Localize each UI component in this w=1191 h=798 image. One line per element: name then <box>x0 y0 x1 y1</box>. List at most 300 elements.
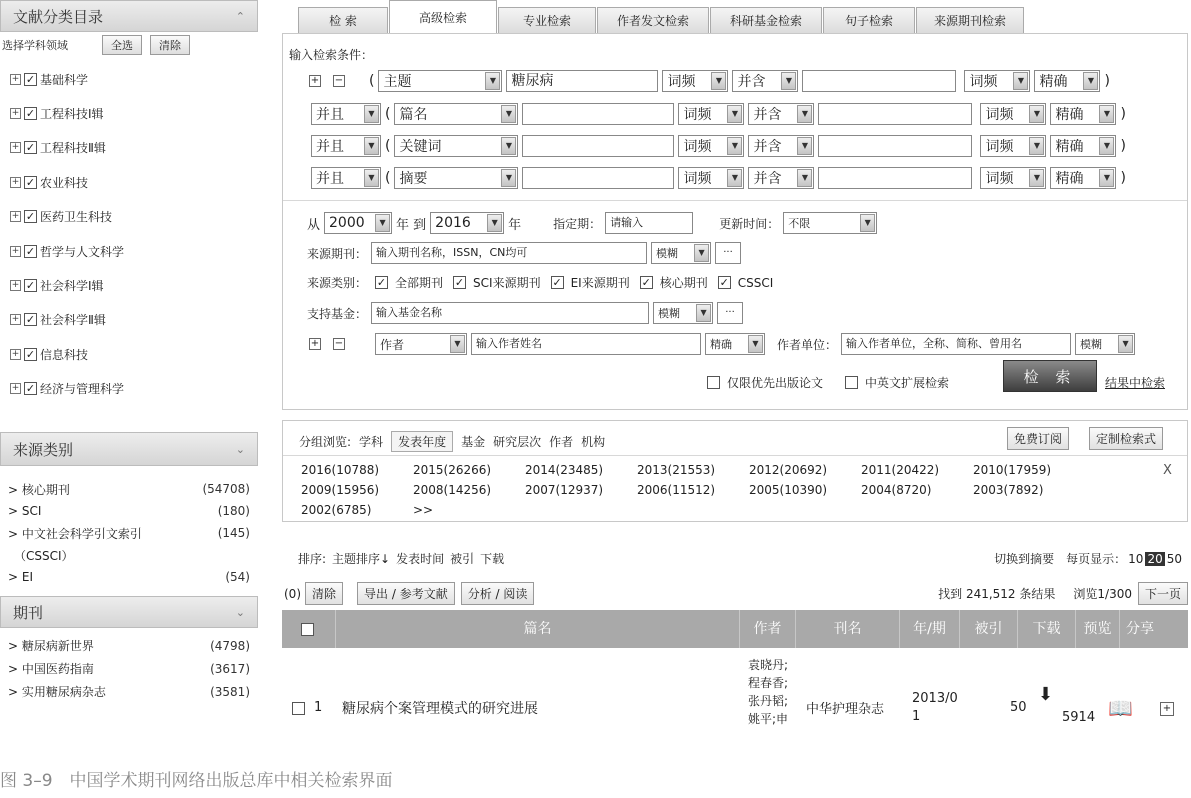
op-value: 并含 <box>753 107 782 123</box>
checkbox[interactable]: ✓ <box>25 107 36 121</box>
year-item[interactable]: 2012(20692) <box>749 463 828 477</box>
year-item[interactable]: 2008(14256) <box>413 483 492 497</box>
table-row[interactable] <box>282 650 1188 750</box>
group-org[interactable]: 机构 <box>581 435 606 449</box>
group-fund[interactable]: 基金 <box>461 435 486 449</box>
journal-item[interactable] <box>0 634 258 657</box>
dropdown-arrow-icon[interactable]: ▼ <box>696 304 711 322</box>
switch-abstract-link[interactable]: 切换到摘要 <box>994 552 1055 566</box>
subject-item[interactable] <box>0 372 258 406</box>
catalog-title: 文献分类目录 <box>13 7 104 26</box>
tab-advanced-search[interactable]: 高级检索 <box>389 0 497 33</box>
checkbox[interactable]: ✓ <box>25 279 36 293</box>
year-item[interactable]: 2013(21553) <box>637 463 716 477</box>
source-label: > 核心期刊 <box>8 482 70 497</box>
journal-label: > 中国医药指南 <box>8 662 94 676</box>
per-page-50[interactable]: 50 <box>1166 551 1182 566</box>
keyword-input[interactable]: 糖尿病 <box>506 70 658 92</box>
dropdown-arrow-icon[interactable]: ▼ <box>450 335 465 353</box>
paren-open: ( <box>369 73 375 89</box>
paren-close: ) <box>1120 106 1126 122</box>
dropdown-arrow-icon[interactable]: ▼ <box>485 72 500 90</box>
analyze-button[interactable]: 分析 / 阅读 <box>461 582 535 605</box>
freq2-select[interactable] <box>980 135 1046 157</box>
match-select[interactable] <box>1050 135 1116 157</box>
search-button[interactable]: 检 索 <box>1003 360 1097 392</box>
fund-match-select[interactable] <box>653 302 713 324</box>
results-table-header <box>282 610 1188 648</box>
logic-select[interactable] <box>311 167 381 189</box>
dropdown-arrow-icon[interactable]: ▼ <box>364 137 379 155</box>
specified-input[interactable]: 请输入 <box>605 212 693 234</box>
group-subject[interactable]: 学科 <box>359 435 384 449</box>
share-plus-icon[interactable]: + <box>1160 702 1174 716</box>
journal-count: (4798) <box>210 638 250 653</box>
dropdown-arrow-icon[interactable]: ▼ <box>711 72 726 90</box>
field-select[interactable] <box>394 103 518 125</box>
op-select[interactable] <box>748 135 814 157</box>
dropdown-arrow-icon[interactable]: ▼ <box>1029 169 1044 187</box>
more-button[interactable]: ··· <box>715 242 741 264</box>
subject-list <box>0 62 258 406</box>
logic-value: 并且 <box>316 107 344 123</box>
dropdown-arrow-icon[interactable]: ▼ <box>1029 137 1044 155</box>
col-share: 分享 <box>1126 621 1154 637</box>
match-value: 模糊 <box>656 247 679 260</box>
select-all-button[interactable]: 全选 <box>102 35 142 55</box>
freq2-select[interactable] <box>964 70 1030 92</box>
group-level[interactable]: 研究层次 <box>493 435 542 449</box>
source-count: (54708) <box>202 482 250 496</box>
sort-date[interactable]: 发表时间 <box>396 552 445 566</box>
field-select[interactable] <box>394 135 518 157</box>
paren-close: ) <box>1120 138 1126 154</box>
year-item[interactable]: 2011(20422) <box>861 463 940 477</box>
journal-item[interactable] <box>0 680 258 703</box>
expand-icon[interactable]: + <box>11 211 20 222</box>
page-indicator: 浏览1/300 <box>1073 587 1132 601</box>
source-header[interactable] <box>0 432 258 466</box>
subject-item[interactable] <box>0 131 258 165</box>
subject-label: 工程科技Ⅱ辑 <box>40 141 106 156</box>
logic-select[interactable] <box>311 135 381 157</box>
issue-cell <box>912 690 958 726</box>
field-value: 主题 <box>383 74 412 90</box>
year-item[interactable]: 2004(8720) <box>861 483 932 497</box>
logic-value: 并且 <box>316 171 344 187</box>
main-area <box>282 0 1188 410</box>
remove-row-icon[interactable]: − <box>334 75 344 86</box>
dropdown-arrow-icon[interactable]: ▼ <box>1099 105 1114 123</box>
per-page-10[interactable]: 10 <box>1128 551 1144 566</box>
dropdown-arrow-icon[interactable]: ▼ <box>727 169 742 187</box>
freq-select[interactable] <box>678 167 744 189</box>
subject-item[interactable] <box>0 337 258 371</box>
dropdown-arrow-icon[interactable]: ▼ <box>501 169 516 187</box>
group-author[interactable]: 作者 <box>549 435 574 449</box>
subject-item[interactable] <box>0 96 258 130</box>
freq-select[interactable] <box>662 70 728 92</box>
dropdown-arrow-icon[interactable]: ▼ <box>1118 335 1133 353</box>
checkbox[interactable]: ✓ <box>552 276 562 289</box>
match-value: 模糊 <box>1080 338 1103 351</box>
source-item[interactable] <box>0 522 258 544</box>
dropdown-arrow-icon[interactable]: ▼ <box>501 137 516 155</box>
freq2-select[interactable] <box>980 167 1046 189</box>
subject-item[interactable] <box>0 268 258 302</box>
field-value: 篇名 <box>399 107 428 123</box>
match-select[interactable] <box>1034 70 1100 92</box>
action-bar <box>284 582 1188 605</box>
org-match-select[interactable] <box>1075 333 1135 355</box>
add-row-icon[interactable]: + <box>310 75 320 86</box>
keyword2-input[interactable] <box>818 135 972 157</box>
op-value: 并含 <box>737 74 766 90</box>
dropdown-arrow-icon[interactable]: ▼ <box>797 137 812 155</box>
dropdown-arrow-icon[interactable]: ▼ <box>1099 137 1114 155</box>
subject-item[interactable] <box>0 234 258 268</box>
checkbox[interactable]: ✓ <box>25 347 36 361</box>
row-number: 1 <box>314 700 323 715</box>
expand-icon[interactable]: + <box>11 280 20 291</box>
freq-value: 词频 <box>985 171 1014 187</box>
subject-item[interactable] <box>0 200 258 234</box>
source-count: (54) <box>225 570 250 584</box>
export-button[interactable]: 导出 / 参考文献 <box>357 582 455 605</box>
journal-count: (3617) <box>210 661 250 676</box>
journal-header[interactable] <box>0 596 258 628</box>
subject-label: 医药卫生科技 <box>40 210 113 225</box>
org-input[interactable]: 输入作者单位，全称、简称、曾用名 <box>841 333 1071 355</box>
checkbox[interactable] <box>292 702 305 715</box>
org-label: 作者单位： <box>777 337 838 352</box>
dropdown-arrow-icon[interactable]: ▼ <box>364 169 379 187</box>
keyword-input[interactable] <box>522 135 674 157</box>
dropdown-arrow-icon[interactable]: ▼ <box>1029 105 1044 123</box>
dropdown-arrow-icon[interactable]: ▼ <box>781 72 796 90</box>
dropdown-arrow-icon[interactable]: ▼ <box>860 214 875 232</box>
year-item[interactable]: 2015(26266) <box>413 463 492 477</box>
field-select[interactable] <box>378 70 502 92</box>
checkbox[interactable] <box>845 376 858 389</box>
update-value: 不限 <box>788 217 811 230</box>
freq-value: 词频 <box>683 107 712 123</box>
from-label: 从 <box>307 217 321 233</box>
source-label: > EI <box>8 570 33 584</box>
dropdown-arrow-icon[interactable]: ▼ <box>1013 72 1028 90</box>
close-icon[interactable]: X <box>1163 463 1172 478</box>
year-item[interactable]: 2010(17959) <box>973 463 1052 477</box>
logic-select[interactable] <box>311 103 381 125</box>
keyword-input[interactable] <box>522 103 674 125</box>
year-from-select[interactable] <box>324 212 392 234</box>
year-item[interactable]: 2014(23485) <box>525 463 604 477</box>
checkbox[interactable]: ✓ <box>25 313 36 327</box>
category-option: SCI来源期刊 <box>473 276 541 290</box>
catalog-header[interactable] <box>0 0 258 32</box>
subject-item[interactable] <box>0 165 258 199</box>
group-year[interactable]: 发表年度 <box>391 431 453 452</box>
op-value: 并含 <box>753 171 782 187</box>
custom-query-button[interactable]: 定制检索式 <box>1089 427 1163 450</box>
dropdown-arrow-icon[interactable]: ▼ <box>1099 169 1114 187</box>
subject-label: 哲学与人文科学 <box>40 244 125 259</box>
paren-close: ) <box>1120 170 1126 186</box>
search-in-results-link[interactable]: 结果中检索 <box>1105 376 1166 390</box>
sort-downloads[interactable]: 下载 <box>480 552 505 566</box>
keyword2-input[interactable] <box>818 167 972 189</box>
download-count: 5914 <box>1062 710 1096 725</box>
tab-search[interactable]: 检 索 <box>298 7 388 33</box>
search-form <box>282 33 1188 410</box>
year-item[interactable]: 2005(10390) <box>749 483 828 497</box>
tab-professional-search[interactable]: 专业检索 <box>498 7 596 33</box>
subject-item[interactable] <box>0 303 258 337</box>
field-select[interactable] <box>394 167 518 189</box>
article-title-link[interactable]: 糖尿病个案管理模式的研究进展 <box>342 701 538 717</box>
author-link[interactable]: 姚平;申 <box>748 712 789 726</box>
subject-label: 工程科技Ⅰ辑 <box>40 107 104 122</box>
dropdown-arrow-icon[interactable]: ▼ <box>727 105 742 123</box>
dropdown-arrow-icon[interactable]: ▼ <box>364 105 379 123</box>
journal-item[interactable] <box>0 657 258 680</box>
col-journal: 刊名 <box>796 610 900 648</box>
match-value: 模糊 <box>658 307 681 320</box>
journal-match-select[interactable] <box>651 242 711 264</box>
category-option: EI来源期刊 <box>570 276 630 290</box>
dropdown-arrow-icon[interactable]: ▼ <box>727 137 742 155</box>
author-field-value: 作者 <box>380 337 405 352</box>
expand-icon[interactable]: + <box>11 314 20 325</box>
match-value: 精确 <box>1055 139 1084 155</box>
dropdown-arrow-icon[interactable]: ▼ <box>797 169 812 187</box>
sort-relevance[interactable]: 主题排序↓ <box>332 552 391 566</box>
field-value: 关键词 <box>399 139 442 155</box>
sort-bar <box>298 550 1182 567</box>
year-item[interactable]: 2003(7892) <box>973 483 1044 497</box>
cited-count[interactable]: 50 <box>1010 700 1027 715</box>
search-tabs <box>282 0 1188 33</box>
dropdown-arrow-icon[interactable]: ▼ <box>797 105 812 123</box>
author-link[interactable]: 张丹韬; <box>748 694 789 708</box>
author-field-select[interactable] <box>375 333 467 355</box>
author-link[interactable]: 袁晓丹; <box>748 658 789 672</box>
checkbox[interactable]: ✓ <box>376 276 387 289</box>
category-option: 核心期刊 <box>659 276 708 290</box>
expand-icon[interactable]: + <box>11 176 20 187</box>
source-item[interactable] <box>0 478 258 500</box>
freq-value: 词频 <box>969 74 998 90</box>
checkbox[interactable]: ✓ <box>25 382 36 396</box>
freq-value: 词频 <box>985 139 1014 155</box>
tab-sentence-search[interactable]: 句子检索 <box>823 7 915 33</box>
subject-label: 社会科学Ⅰ辑 <box>40 279 104 294</box>
freq-select[interactable] <box>678 103 744 125</box>
extend-label: 中英文扩展检索 <box>865 376 950 390</box>
subject-select-label: 选择学科领域 <box>2 39 68 52</box>
subject-item[interactable] <box>0 62 258 96</box>
per-page-20[interactable]: 20 <box>1147 551 1163 566</box>
specified-label: 指定期： <box>553 216 602 231</box>
browse-label: 分组浏览: <box>299 435 352 449</box>
author-list <box>748 656 804 750</box>
expand-icon[interactable]: + <box>11 245 20 256</box>
op-select[interactable] <box>748 103 814 125</box>
result-count: 找到 241,512 条结果 <box>938 587 1056 601</box>
op-value: 并含 <box>753 139 782 155</box>
source-item[interactable] <box>0 544 258 566</box>
match-value: 精确 <box>1039 74 1068 90</box>
conditions-label: 输入检索条件： <box>289 48 374 62</box>
year-item[interactable]: 2016(10788) <box>301 463 380 477</box>
tab-journal-search[interactable]: 来源期刊检索 <box>916 7 1024 33</box>
divider <box>283 200 1187 201</box>
clear-selection-button[interactable]: 清除 <box>305 582 343 605</box>
expand-icon[interactable]: + <box>11 108 20 119</box>
update-select[interactable] <box>783 212 877 234</box>
op-select[interactable] <box>748 167 814 189</box>
group-browse-panel <box>282 420 1188 522</box>
expand-icon[interactable]: + <box>11 73 20 84</box>
year-to-value: 2016 <box>435 215 471 231</box>
dropdown-arrow-icon[interactable]: ▼ <box>748 335 763 353</box>
year-to-label: 年 到 <box>396 217 427 233</box>
freq-value: 词频 <box>683 171 712 187</box>
journal-link[interactable]: 中华护理杂志 <box>806 702 885 717</box>
update-label: 更新时间： <box>719 216 780 231</box>
col-preview: 预览 <box>1076 610 1120 648</box>
paren-open: ( <box>385 138 391 154</box>
col-cited: 被引 <box>960 610 1018 648</box>
checkbox[interactable]: ✓ <box>454 276 465 289</box>
journal-count: (3581) <box>210 684 250 699</box>
clear-subjects-button[interactable]: 清除 <box>150 35 190 55</box>
expand-icon[interactable]: + <box>11 348 20 359</box>
source-item[interactable] <box>0 500 258 522</box>
keyword2-input[interactable] <box>818 103 972 125</box>
checkbox[interactable] <box>301 623 314 636</box>
source-label: （CSSCI） <box>14 548 74 563</box>
dropdown-arrow-icon[interactable]: ▼ <box>487 214 502 232</box>
category-option: CSSCI <box>737 275 774 290</box>
journal-label: 来源期刊： <box>307 246 368 261</box>
freq-value: 词频 <box>667 74 696 90</box>
freq2-select[interactable] <box>980 103 1046 125</box>
expand-icon[interactable]: + <box>11 383 20 394</box>
checkbox[interactable]: ✓ <box>25 141 36 155</box>
fund-label: 支持基金： <box>307 306 368 321</box>
match-value: 精确 <box>1055 107 1084 123</box>
match-select[interactable] <box>1050 103 1116 125</box>
dropdown-arrow-icon[interactable]: ▼ <box>375 214 390 232</box>
collapse-icon[interactable]: ⌃ <box>235 9 245 23</box>
tab-author-search[interactable]: 作者发文检索 <box>597 7 709 33</box>
issue-value: 2013/0 <box>912 691 958 706</box>
per-page-label: 每页显示： <box>1066 552 1127 566</box>
priority-label: 仅限优先出版论文 <box>727 376 824 390</box>
year-item[interactable]: 2007(12937) <box>525 483 604 497</box>
source-item[interactable] <box>0 566 258 588</box>
book-icon[interactable]: 📖 <box>1108 696 1133 720</box>
year-item[interactable]: 2006(11512) <box>637 483 716 497</box>
subscribe-button[interactable]: 免费订阅 <box>1007 427 1069 450</box>
dropdown-arrow-icon[interactable]: ▼ <box>694 244 709 262</box>
source-count: (180) <box>217 504 250 518</box>
keyword-input[interactable] <box>522 167 674 189</box>
category-option: 全部期刊 <box>395 276 444 290</box>
checkbox[interactable]: ✓ <box>719 276 729 289</box>
category-label: 来源类别： <box>307 276 368 290</box>
select-all-cell[interactable] <box>282 610 336 648</box>
collapse-icon[interactable]: ⌄ <box>235 605 245 619</box>
subject-label: 经济与管理科学 <box>40 382 125 397</box>
journal-label: > 实用糖尿病杂志 <box>8 685 106 699</box>
source-label: > 中文社会科学引文索引 <box>8 526 142 541</box>
col-title: 篇名 <box>336 610 740 648</box>
fund-input[interactable]: 输入基金名称 <box>371 302 649 324</box>
more-years-link[interactable]: >> <box>413 503 434 517</box>
year-item[interactable]: 2009(15956) <box>301 483 380 497</box>
journal-label: > 糖尿病新世界 <box>8 639 94 653</box>
year-to-select[interactable] <box>430 212 504 234</box>
tab-fund-search[interactable]: 科研基金检索 <box>710 7 822 33</box>
match-value: 精确 <box>710 338 732 351</box>
author-match-select[interactable] <box>705 333 765 355</box>
match-select[interactable] <box>1050 167 1116 189</box>
year-from-value: 2000 <box>329 215 365 231</box>
checkbox[interactable]: ✓ <box>25 244 36 258</box>
col-author: 作者 <box>740 610 796 648</box>
next-page-button[interactable]: 下一页 <box>1138 582 1188 605</box>
issue-value: 1 <box>912 709 921 724</box>
remove-row-icon[interactable]: − <box>334 338 344 349</box>
journal-input[interactable]: 输入期刊名称，ISSN，CN均可 <box>371 242 647 264</box>
keyword2-input[interactable] <box>802 70 956 92</box>
author-link[interactable]: 程春香; <box>748 676 789 690</box>
checkbox[interactable]: ✓ <box>25 72 36 86</box>
freq-select[interactable] <box>678 135 744 157</box>
checkbox[interactable]: ✓ <box>25 175 36 189</box>
source-title: 来源类别 <box>13 440 74 459</box>
source-panel <box>0 432 258 703</box>
collapse-icon[interactable]: ⌄ <box>235 442 245 456</box>
sort-cited[interactable]: 被引 <box>450 552 475 566</box>
checkbox[interactable]: ✓ <box>641 276 651 289</box>
field-value: 摘要 <box>399 171 428 187</box>
match-value: 精确 <box>1055 171 1084 187</box>
checkbox[interactable] <box>707 376 720 389</box>
subject-select-row <box>0 32 258 58</box>
journal-title: 期刊 <box>13 603 44 622</box>
more-button[interactable]: ··· <box>717 302 743 324</box>
year-list <box>301 463 1121 517</box>
freq-value: 词频 <box>985 107 1014 123</box>
subject-label: 社会科学Ⅱ辑 <box>40 313 106 328</box>
expand-icon[interactable]: + <box>11 142 20 153</box>
add-row-icon[interactable]: + <box>310 338 320 349</box>
checkbox[interactable]: ✓ <box>25 210 36 224</box>
col-issue: 年/期 <box>900 610 960 648</box>
paren-open: ( <box>385 170 391 186</box>
op-select[interactable] <box>732 70 798 92</box>
dropdown-arrow-icon[interactable]: ▼ <box>1083 72 1098 90</box>
dropdown-arrow-icon[interactable]: ▼ <box>501 105 516 123</box>
year-item[interactable]: 2002(6785) <box>301 503 372 517</box>
source-count: (145) <box>217 526 250 540</box>
source-label: > SCI <box>8 504 42 518</box>
author-input[interactable]: 输入作者姓名 <box>471 333 701 355</box>
download-icon[interactable]: ⬇ <box>1038 684 1054 705</box>
